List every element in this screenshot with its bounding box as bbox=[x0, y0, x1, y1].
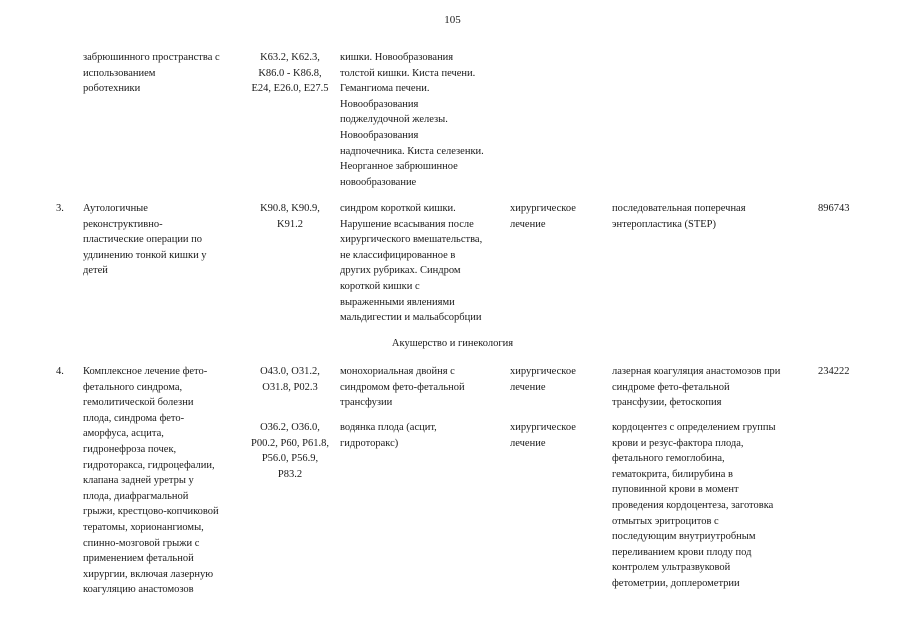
page-number: 105 bbox=[444, 14, 461, 26]
row3-name: Аутологичные реконструктивно- пластические операции по удлинению тонкой кишки у детей bbox=[83, 203, 207, 277]
continued-row-codes: K63.2, K62.3, K86.0 - K86.8, E24, E26.0, E27.5 bbox=[251, 52, 329, 95]
row4-sub1-treatment-type: хирургическое лечение bbox=[510, 366, 576, 393]
row4-sub2-diagnosis: водянка плода (асцит, гидроторакс) bbox=[340, 422, 437, 449]
row3-treatment-type: хирургическое лечение bbox=[510, 203, 576, 230]
row4-sub1-method: лазерная коагуляция анастомозов при синдроме фето-фетальной трансфузии, фетоскопия bbox=[612, 366, 781, 409]
row3-cost: 896743 bbox=[818, 203, 850, 214]
row4-sub2-method: кордоцентез с определением группы крови и резус-фактора плода, фетального гемоглобина, гематокрита, билирубина в пуповинной крови в момент проведения кордоцентеза, заготовка отмытых эритроцитов с последующим внутриутробным переливанием крови плоду под контролем ультразвуковой фетометрии, доплерометрии bbox=[612, 422, 776, 589]
row3-method: последовательная поперечная энтеропластика (STEP) bbox=[612, 203, 746, 230]
row3-number: 3. bbox=[56, 203, 64, 214]
row4-number: 4. bbox=[56, 366, 64, 377]
continued-row-diagnosis: кишки. Новообразования толстой кишки. Киста печени. Гемангиома печени. Новообразования поджелудочной железы. Новообразования надпочечника. Киста селезенки. Неорганное забрюшинное новообразование bbox=[340, 52, 484, 188]
row4-sub1-diagnosis: монохориальная двойня с синдромом фето-фетальной трансфузии bbox=[340, 366, 465, 409]
row4-sub1-codes: O43.0, O31.2, O31.8, P02.3 bbox=[260, 366, 320, 393]
continued-row-name: забрюшинного пространства с использованием роботехники bbox=[83, 52, 220, 95]
row3-diagnosis: синдром короткой кишки. Нарушение всасывания после хирургического вмешательства, не классифицированное в других рубриках. Синдром короткой кишки с выраженными явлениями мальдигестии и мальабсорбции bbox=[340, 203, 483, 324]
section-title: Акушерство и гинекология bbox=[391, 338, 514, 349]
row4-name: Комплексное лечение фето- фетального синдрома, гемолитической болезни плода, синдрома фето- аморфуса, асцита, гидронефроза почек, гидроторакса, гидроцефалии, клапана задней уретры у плода, диафрагмальной грыжи, крестцово-копчиковой тератомы, хорионангиомы, спинно-мозговой грыжи с применением фетальной хирургии, включая лазерную коагуляцию анастомозов bbox=[83, 366, 219, 596]
row4-sub2-codes: O36.2, O36.0, P00.2, P60, P61.8, P56.0, P56.9, P83.2 bbox=[251, 422, 329, 480]
row4-sub2-treatment-type: хирургическое лечение bbox=[510, 422, 576, 449]
row4-cost: 234222 bbox=[818, 366, 850, 377]
row3-codes: K90.8, K90.9, K91.2 bbox=[260, 203, 320, 230]
